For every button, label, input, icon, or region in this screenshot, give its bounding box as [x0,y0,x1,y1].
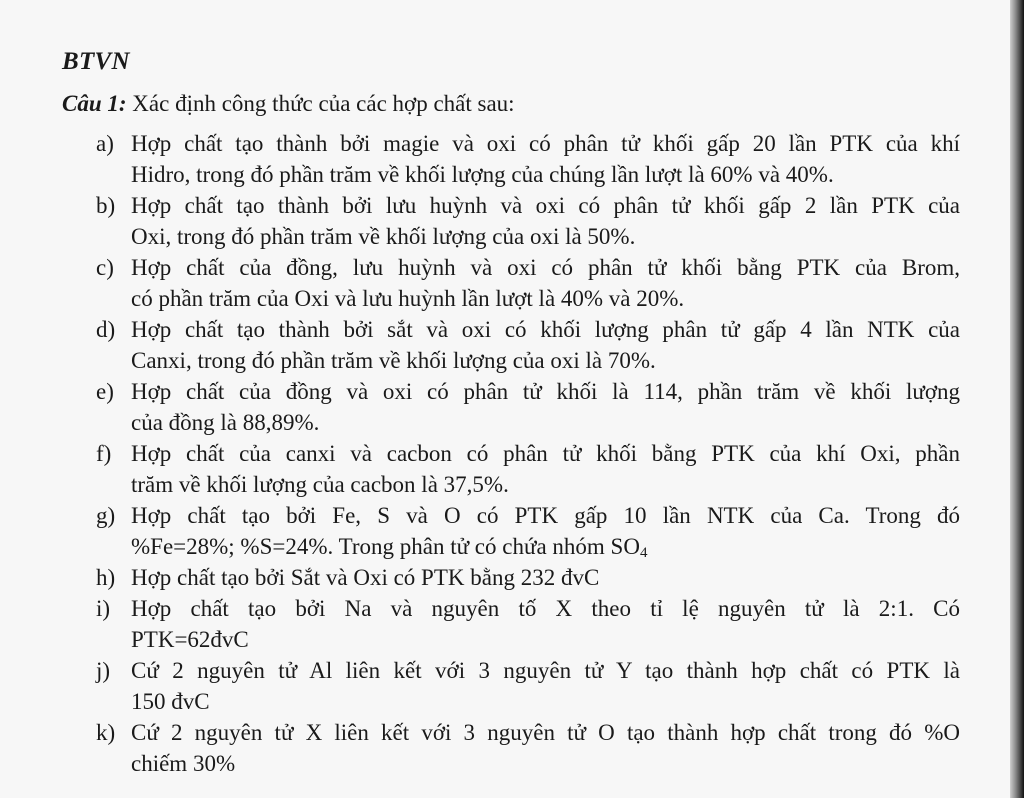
item-line: Cứ 2 nguyên tử Al liên kết với 3 nguyên tử Y tạo thành hợp chất có PTK là [131,658,960,683]
item-line: trăm về khối lượng của cacbon là 37,5%. [131,472,509,497]
item-marker: g) [96,503,116,528]
item-marker: j) [96,658,111,683]
subscript: 4 [639,545,648,561]
item-line [131,531,960,562]
item-line: Hợp chất của đồng, lưu huỳnh và oxi có phân tử khối bằng PTK của Brom, [131,255,960,280]
page-edge-shadow [1010,0,1024,798]
exercise-item [96,500,960,562]
exercise-item [96,593,960,655]
exercise-item [96,717,960,779]
item-line: Hợp chất tạo bởi Sắt và Oxi có PTK bằng 232 đvC [131,565,600,590]
item-marker: f) [96,441,112,466]
item-line-text: %Fe=28%; %S=24%. Trong phân tử có chứa nhóm SO [131,534,640,559]
exercise-list [96,128,960,779]
exercise-item [96,655,960,717]
exercise-item [96,376,960,438]
item-line: của đồng là 88,89%. [131,410,320,435]
item-line: Hợp chất của canxi và cacbon có phân tử khối bằng PTK của khí Oxi, phần [131,441,960,466]
item-line: Cứ 2 nguyên tử X liên kết với 3 nguyên tử O tạo thành hợp chất trong đó %O [131,720,960,745]
item-line: Hợp chất của đồng và oxi có phân tử khối là 114, phần trăm về khối lượng [131,379,960,404]
item-line: 150 đvC [131,689,210,714]
question-heading [62,90,515,118]
item-line: chiếm 30% [131,751,236,776]
page-title: BTVN [62,48,130,75]
item-line: Hợp chất tạo bởi Fe, S và O có PTK gấp 10 lần NTK của Ca. Trong đó [131,503,960,528]
item-line: Hidro, trong đó phần trăm về khối lượng của chúng lần lượt là 60% và 40%. [131,162,834,187]
question-text: Xác định công thức của các hợp chất sau: [126,91,515,116]
item-marker: a) [96,131,114,156]
item-line: Canxi, trong đó phần trăm về khối lượng của oxi là 70%. [131,348,656,373]
item-marker: h) [96,565,116,590]
exercise-item [96,314,960,376]
item-marker: b) [96,193,116,218]
item-line: PTK=62đvC [131,627,249,652]
exercise-item [96,438,960,500]
item-marker: e) [96,379,114,404]
item-line: Hợp chất tạo bởi Na và nguyên tố X theo tỉ lệ nguyên tử là 2:1. Có [131,596,960,621]
item-line: Hợp chất tạo thành bởi sắt và oxi có khối lượng phân tử gấp 4 lần NTK của [131,317,960,342]
item-line: Hợp chất tạo thành bởi lưu huỳnh và oxi có phân tử khối gấp 2 lần PTK của [131,193,960,218]
item-marker: i) [96,596,111,621]
item-marker: d) [96,317,116,342]
item-line: có phần trăm của Oxi và lưu huỳnh lần lượt là 40% và 20%. [131,286,685,311]
exercise-item [96,562,960,593]
item-line: Oxi, trong đó phần trăm về khối lượng của oxi là 50%. [131,224,636,249]
question-label: Câu 1: [62,91,127,116]
item-marker: c) [96,255,114,280]
exercise-item [96,252,960,314]
item-marker: k) [96,720,116,745]
exercise-item [96,128,960,190]
exercise-item [96,190,960,252]
item-line: Hợp chất tạo thành bởi magie và oxi có phân tử khối gấp 20 lần PTK của khí [131,131,960,156]
